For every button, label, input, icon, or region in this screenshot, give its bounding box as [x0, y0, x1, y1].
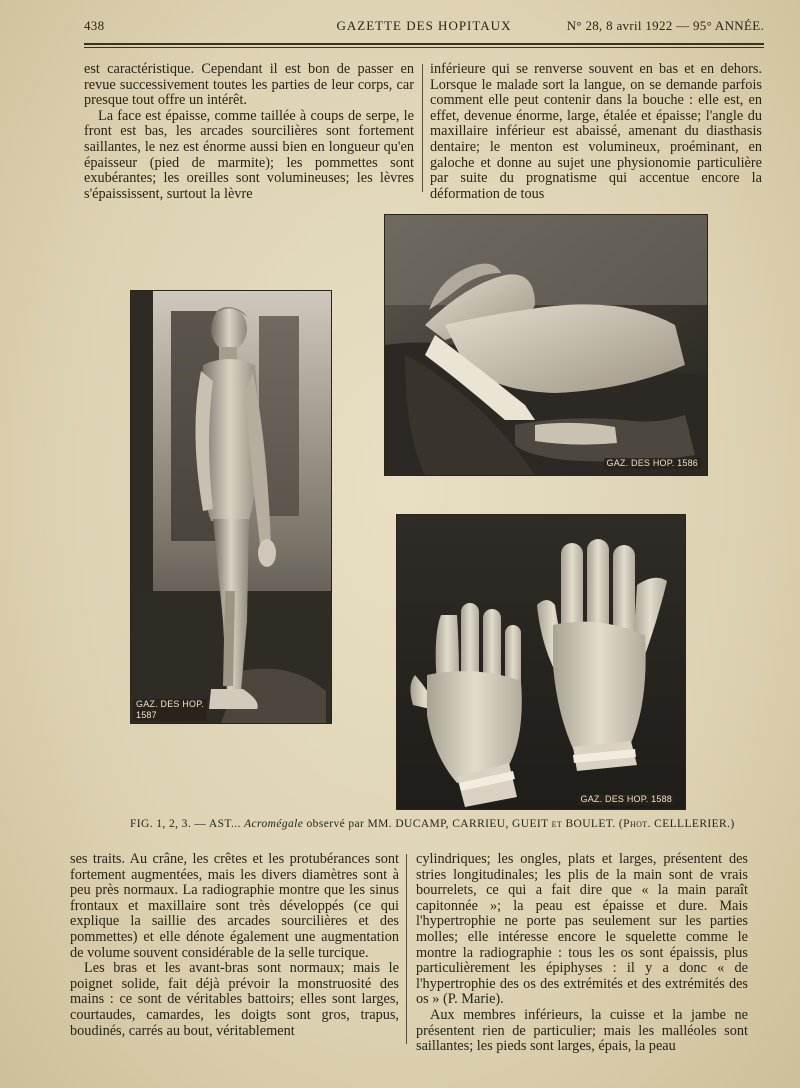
- paragraph: Les bras et les avant-bras sont normaux; mais le poignet solide, fait déjà prévoir la monstruosité des mains : ce sont de véritables battoirs; elles sont larges, courtaudes, camardes, les doigts sont gros, trapus, boudinés, carrés au bout, véritablement: [70, 960, 399, 1039]
- reclining-patient-image: [385, 215, 707, 475]
- paragraph: ses traits. Au crâne, les crêtes et les protubérances sont fortement augmentées, mais les divers diamètres sont à peu près normaux. La radiographie montre que les sinus frontaux et maxillaire sont très développés (ce qui explique la saillie des arcades sourcilières et des pommettes) et elle dénote également une augmentation de volume souvent considérable de la selle turcique.: [70, 851, 399, 961]
- bottom-left-column: [70, 852, 399, 1039]
- photo-tag-line: GAZ. DES HOP.: [136, 699, 204, 709]
- photo-tag: GAZ. DES HOP. 1588: [578, 794, 675, 805]
- photo-hands: [396, 514, 686, 810]
- caption-title: Acromégale: [244, 818, 304, 830]
- header-rule-thin: [84, 47, 764, 48]
- page-header: [84, 18, 764, 40]
- paragraph: La face est épaisse, comme taillée à coups de serpe, le front est bas, les arcades sourcilières sont fortement saillantes, le nez est énorme aussi bien en longueur qu'en épaisseur (pied de marmite); les pommettes sont exubérantes; les oreilles sont volumineuses; les lèvres s'épaississent, surtout la lèvre: [84, 107, 414, 202]
- paragraph: est caractéristique. Cependant il est bon de passer en revue successivement toutes les parties de leur corps, car presque tout offre un intérêt.: [84, 61, 414, 109]
- figure-caption: [130, 818, 735, 830]
- caption-authors: DUCAMP, CARRIEU, GUEIT et BOULET.: [395, 818, 616, 830]
- page-number: 438: [84, 18, 105, 33]
- standing-patient-image: [131, 291, 331, 723]
- photo-tag: GAZ. DES HOP. 1586: [604, 458, 701, 469]
- issue-info: N° 28, 8 avril 1922 — 95° ANNÉE.: [566, 18, 764, 33]
- column-divider: [422, 64, 423, 192]
- caption-credit: (Phot. CELLLERIER.): [618, 818, 735, 830]
- bottom-right-column: [416, 852, 748, 1055]
- photo-standing-patient: [130, 290, 332, 724]
- caption-fig-label: FIG. 1, 2, 3. — AST...: [130, 818, 241, 830]
- paragraph: Aux membres inférieurs, la cuisse et la jambe ne présentent rien de particulier; mais les malléoles sont saillantes; les pieds sont larges, épais, la peau: [416, 1006, 748, 1055]
- paragraph: inférieure qui se renverse souvent en bas et en dehors. Lorsque le malade sort la langue, on se demande parfois comment elle peut contenir dans la bouche : elle est, en effet, devenue énorme, large, étalée et épaisse; l'angle du maxillaire inférieur est abaissé, amenant du diasthasis dentaire; le menton est volumineux, proéminant, en galoche et donne au sujet une physionomie particulière par suite du prognatisme qui accentue encore la déformation de tous: [430, 61, 762, 202]
- hands-image: [397, 515, 685, 809]
- column-divider: [406, 854, 407, 1044]
- journal-title: GAZETTE DES HOPITAUX: [336, 18, 512, 33]
- top-left-column: [84, 62, 414, 202]
- paragraph: cylindriques; les ongles, plats et larges, présentent des stries longitudinales; les plis de la main sont de vrais bourrelets, ce qui a fait dire que « la main paraît capitonnée »; la peau est épaisse et dure. Mais l'hypertrophie ne porte pas seulement sur les parties molles; elle intéresse encore le squelette comme le montre la radiographie : tous les os sont épaissis, plus particulièrement les épiphyses : il y a donc « de l'hypertrophie des os des extrémités et des extrémités des os » (P. Marie).: [416, 851, 748, 1008]
- photo-reclining-patient: [384, 214, 708, 476]
- top-right-column: [430, 62, 762, 202]
- caption-observed: observé par MM.: [306, 818, 393, 830]
- photo-tag: [133, 699, 207, 721]
- header-rule: [84, 43, 764, 45]
- photo-tag-number: 1587: [136, 710, 157, 720]
